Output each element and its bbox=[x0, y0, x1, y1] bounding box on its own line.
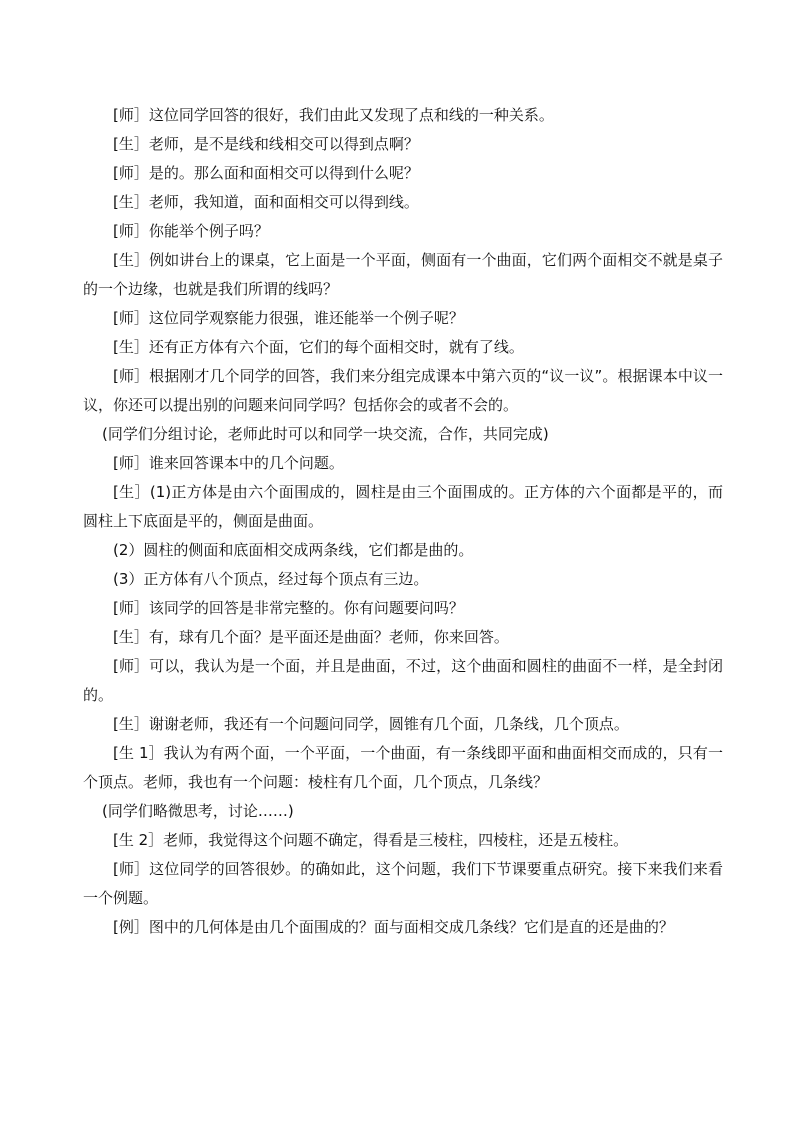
paragraph: [例］图中的几何体是由几个面围成的？面与面相交成几条线？它们是直的还是曲的？ bbox=[113, 918, 674, 936]
paragraph: (3）正方体有八个顶点，经过每个顶点有三边。 bbox=[113, 570, 429, 588]
paragraph: (2）圆柱的侧面和底面相交成两条线，它们都是曲的。 bbox=[113, 541, 474, 559]
paragraph-note: (同学们分组讨论，老师此时可以和同学一块交流，合作，共同完成) bbox=[102, 425, 549, 443]
paragraph: [生］谢谢老师，我还有一个问题问同学，圆锥有几个面，几条线，几个顶点。 bbox=[113, 715, 629, 733]
paragraph: [生 2］老师，我觉得这个问题不确定，得看是三棱柱，四棱柱，还是五棱柱。 bbox=[113, 831, 629, 849]
paragraph: [生］还有正方体有六个面，它们的每个面相交时，就有了线。 bbox=[113, 338, 524, 356]
paragraph: [师］是的。那么面和面相交可以得到什么呢？ bbox=[113, 164, 419, 182]
paragraph: [师］该同学的回答是非常完整的。你有问题要问吗？ bbox=[113, 599, 464, 617]
paragraph: [生］老师，我知道，面和面相交可以得到线。 bbox=[113, 193, 419, 211]
paragraph: [师］这位同学的回答很妙。的确如此，这个问题，我们下节课要重点研究。接下来我们来看一个例题。 bbox=[83, 860, 723, 907]
paragraph: [生］例如讲台上的课桌，它上面是一个平面，侧面有一个曲面，它们两个面相交不就是桌子的一个边缘，也就是我们所谓的线吗？ bbox=[83, 251, 723, 298]
paragraph: [生 1］我认为有两个面，一个平面，一个曲面，有一条线即平面和曲面相交而成的，只有一个顶点。老师，我也有一个问题：棱柱有几个面，几个顶点，几条线？ bbox=[83, 744, 723, 791]
paragraph: [生］(1)正方体是由六个面围成的，圆柱是由三个面围成的。正方体的六个面都是平的，而圆柱上下底面是平的，侧面是曲面。 bbox=[83, 483, 723, 530]
document-body bbox=[83, 101, 723, 942]
paragraph: [生］老师，是不是线和线相交可以得到点啊？ bbox=[113, 135, 419, 153]
paragraph: [师］谁来回答课本中的几个问题。 bbox=[113, 454, 344, 472]
paragraph: [生］有，球有几个面？是平面还是曲面？老师，你来回答。 bbox=[113, 628, 509, 646]
paragraph: [师］这位同学观察能力很强，谁还能举一个例子呢？ bbox=[113, 309, 464, 327]
paragraph: [师］根据刚才几个同学的回答，我们来分组完成课本中第六页的“议一议”。根据课本中议一议，你还可以提出别的问题来问同学吗？包括你会的或者不会的。 bbox=[83, 367, 723, 414]
paragraph: [师］可以，我认为是一个面，并且是曲面，不过，这个曲面和圆柱的曲面不一样，是全封闭的。 bbox=[83, 657, 723, 704]
paragraph-note: (同学们略微思考，讨论……) bbox=[102, 802, 294, 820]
paragraph: [师］这位同学回答的很好，我们由此又发现了点和线的一种关系。 bbox=[113, 106, 554, 124]
paragraph: [师］你能举个例子吗？ bbox=[113, 222, 269, 240]
